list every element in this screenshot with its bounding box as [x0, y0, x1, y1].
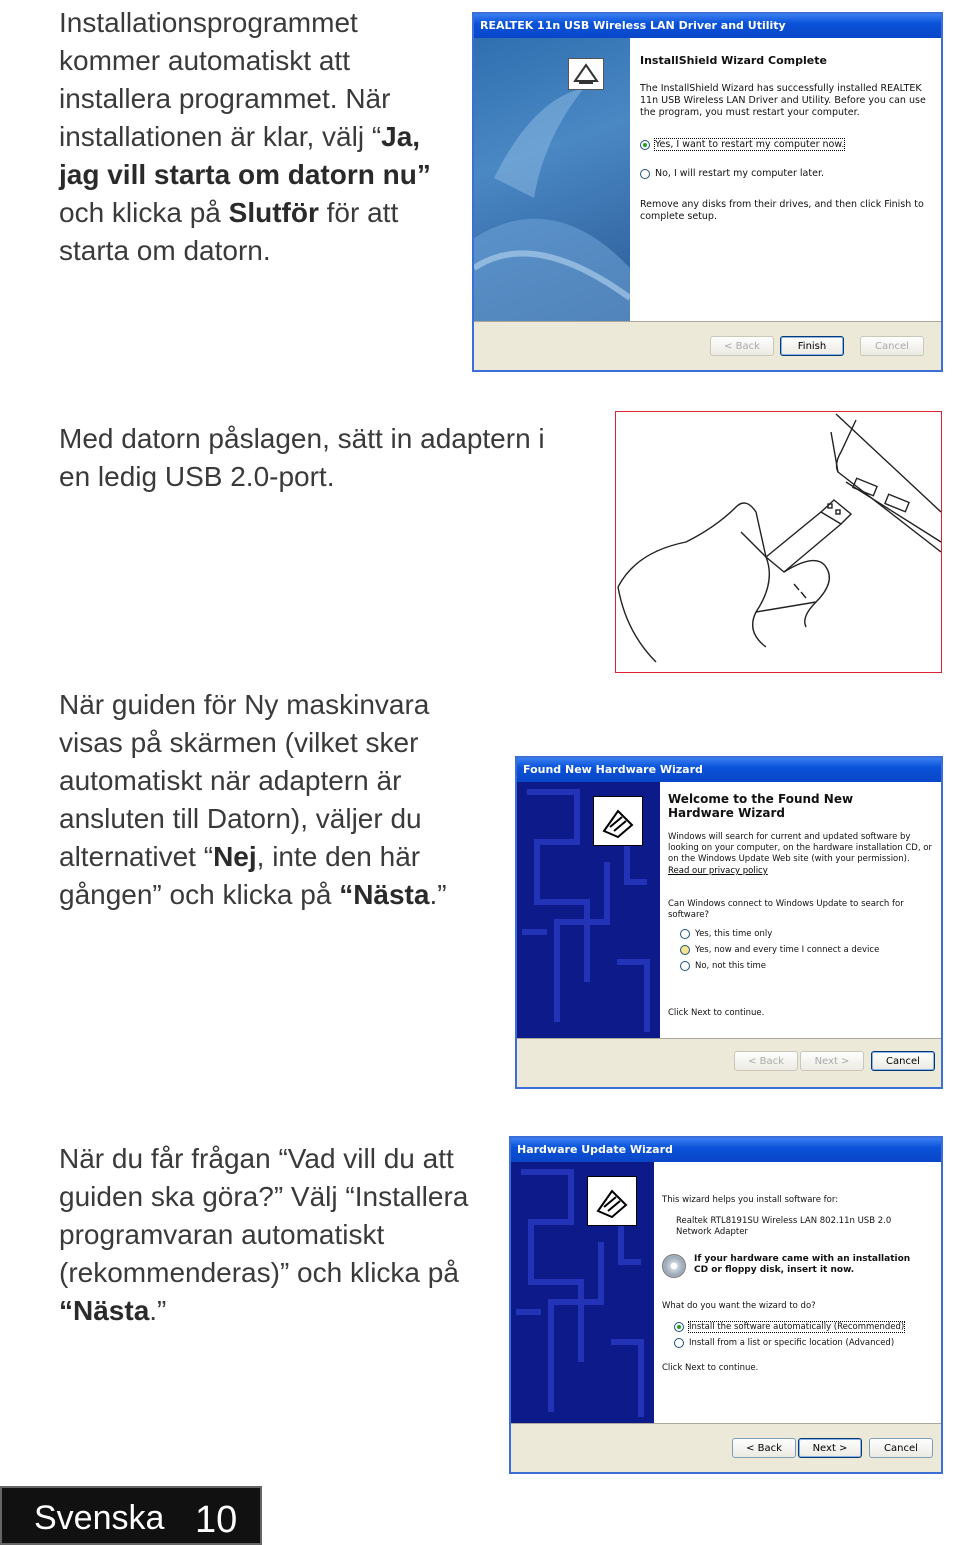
page-number: 10: [195, 1499, 238, 1541]
button-bar: [517, 1038, 941, 1087]
yes-this-time-radio[interactable]: Yes, this time only: [680, 929, 933, 939]
no-not-this-time-radio[interactable]: No, not this time: [680, 961, 933, 971]
radio-dot: [680, 961, 690, 971]
back-button[interactable]: < Back: [734, 1051, 798, 1071]
cd-disk-icon: [662, 1254, 686, 1278]
found-new-hardware-window: [515, 756, 943, 1089]
hardware-wizard-icon: [593, 796, 643, 846]
cancel-button[interactable]: Cancel: [860, 336, 924, 356]
radio-dot: [680, 929, 690, 939]
device-name: Realtek RTL8191SU Wireless LAN 802.11n USB 2.0 Network Adapter: [676, 1216, 892, 1237]
installshield-logo-icon: [568, 58, 604, 90]
hardware-update-window: [509, 1136, 943, 1474]
radio-dot: [640, 140, 650, 150]
wizard-footer-text: Remove any disks from their drives, and then click Finish to complete setup.: [640, 199, 924, 222]
back-button[interactable]: < Back: [732, 1438, 796, 1458]
wizard-footer-text: Click Next to continue.: [668, 1008, 765, 1018]
yes-every-time-radio[interactable]: Yes, now and every time I connect a device: [680, 945, 933, 955]
cancel-button[interactable]: Cancel: [871, 1051, 935, 1071]
window-title: Found New Hardware Wizard: [517, 758, 941, 782]
privacy-policy-link[interactable]: Read our privacy policy: [668, 866, 768, 876]
hardware-wizard-icon: [587, 1176, 637, 1226]
install-automatically-radio[interactable]: Install the software automatically (Recommended): [674, 1322, 933, 1332]
wizard-question: What do you want the wizard to do?: [662, 1301, 816, 1311]
back-button[interactable]: < Back: [710, 336, 774, 356]
radio-dot: [674, 1338, 684, 1348]
wizard-footer-text: Click Next to continue.: [662, 1363, 759, 1373]
cancel-button[interactable]: Cancel: [869, 1438, 933, 1458]
radio-dot: [674, 1322, 684, 1332]
usb-insert-illustration: [615, 411, 942, 673]
page-footer: [0, 1486, 262, 1545]
wizard-side-panel: [517, 782, 660, 1039]
restart-now-radio[interactable]: Yes, I want to restart my computer now.: [640, 139, 931, 150]
wizard-heading: InstallShield Wizard Complete: [640, 54, 827, 67]
wizard-intro: This wizard helps you install software for:: [662, 1195, 839, 1205]
installshield-window: [472, 12, 943, 372]
language-label: Svenska: [34, 1499, 165, 1537]
window-title: REALTEK 11n USB Wireless LAN Driver and Utility: [474, 14, 941, 38]
install-from-list-radio[interactable]: Install from a list or specific location (Advanced): [674, 1338, 933, 1348]
instruction-restart: Installationsprogrammet kommer automatiskt att installera programmet. När installationen är klar, välj “Ja, jag vill starta om datorn nu” och klicka på Slutför för att starta om datorn.: [59, 7, 431, 266]
window-title: Hardware Update Wizard: [511, 1138, 941, 1162]
wizard-description: Windows will search for current and updated software by looking on your computer, on the hardware installation CD, or on the Windows Update Web site (with your permission).: [668, 832, 932, 864]
restart-later-radio[interactable]: No, I will restart my computer later.: [640, 168, 931, 179]
instruction-insert-adapter: Med datorn påslagen, sätt in adaptern i en ledig USB 2.0-port.: [59, 423, 545, 492]
radio-dot: [640, 169, 650, 179]
radio-dot: [680, 945, 690, 955]
instruction-found-hardware: När guiden för Ny maskinvara visas på skärmen (vilket sker automatiskt när adaptern är ansluten till Datorn), väljer du alternativet “Nej, inte den här gången” och klicka på “Nästa.”: [59, 689, 447, 910]
wizard-description: The InstallShield Wizard has successfully installed REALTEK 11n USB Wireless LAN Driver and Utility. Before you can use the program, you must restart your computer.: [640, 83, 926, 118]
swoosh-graphic: [474, 38, 630, 322]
instruction-install-automatically: När du får frågan “Vad vill du att guiden ska göra?” Välj “Installera programvaran automatiskt (rekommenderas)” och klicka på “Nästa.”: [59, 1143, 469, 1326]
wizard-heading: Welcome to the Found New Hardware Wizard: [668, 792, 854, 820]
next-button[interactable]: Next >: [798, 1438, 862, 1458]
next-button[interactable]: Next >: [800, 1051, 864, 1071]
cd-note: If your hardware came with an installation CD or floppy disk, insert it now.: [694, 1254, 911, 1275]
button-bar: [474, 321, 941, 370]
button-bar: [511, 1423, 941, 1472]
installshield-side-panel: [474, 38, 630, 322]
finish-button[interactable]: Finish: [780, 336, 844, 356]
wizard-side-panel: [511, 1162, 654, 1424]
update-question: Can Windows connect to Windows Update to search for software?: [668, 899, 904, 920]
hand-usb-drawing: [616, 412, 941, 672]
